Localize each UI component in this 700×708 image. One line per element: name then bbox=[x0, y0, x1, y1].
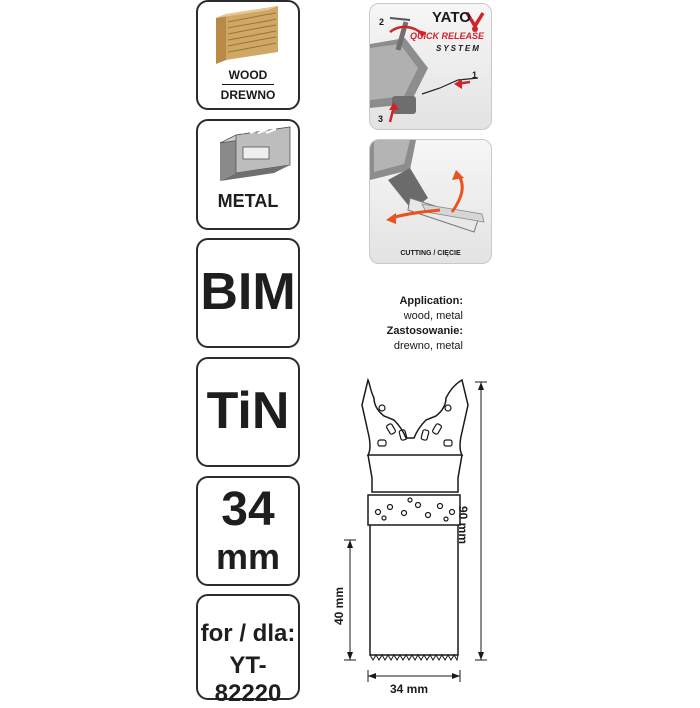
application-value-pl: drewno, metal bbox=[393, 340, 463, 352]
wood-label-pl: DREWNO bbox=[220, 88, 276, 102]
tin-label: TiN bbox=[206, 382, 290, 440]
application-title-pl: Zastosowanie: bbox=[386, 325, 463, 337]
brand-name: YATO bbox=[432, 9, 471, 26]
metal-label: METAL bbox=[217, 191, 279, 211]
wood-label-en: WOOD bbox=[228, 68, 268, 82]
blade-body bbox=[370, 525, 458, 655]
width-label: 34 mm bbox=[390, 682, 429, 696]
bim-label: BIM bbox=[200, 263, 296, 321]
size-unit: mm bbox=[215, 536, 281, 577]
total-length-dimension bbox=[475, 382, 487, 660]
step-2-label: 2 bbox=[379, 17, 385, 27]
cutting-caption: CUTTING / CIĘCIE bbox=[400, 250, 461, 257]
step-3-label: 3 bbox=[378, 114, 384, 124]
width-dimension bbox=[368, 670, 460, 682]
cut-depth-label: 40 mm bbox=[332, 586, 346, 625]
application-value-en: wood, metal bbox=[403, 310, 463, 322]
system-line2: SYSTEM bbox=[436, 44, 481, 53]
compat-model: YT-82220 bbox=[214, 652, 282, 707]
total-length-label: 90 mm bbox=[456, 506, 470, 545]
compat-prefix: for / dla: bbox=[200, 620, 296, 647]
step-1-label: 1 bbox=[472, 70, 478, 80]
band-holes bbox=[376, 498, 455, 521]
application-title-en: Application: bbox=[399, 295, 463, 307]
size-value: 34 bbox=[221, 483, 275, 536]
system-line1: QUICK RELEASE bbox=[410, 31, 485, 41]
